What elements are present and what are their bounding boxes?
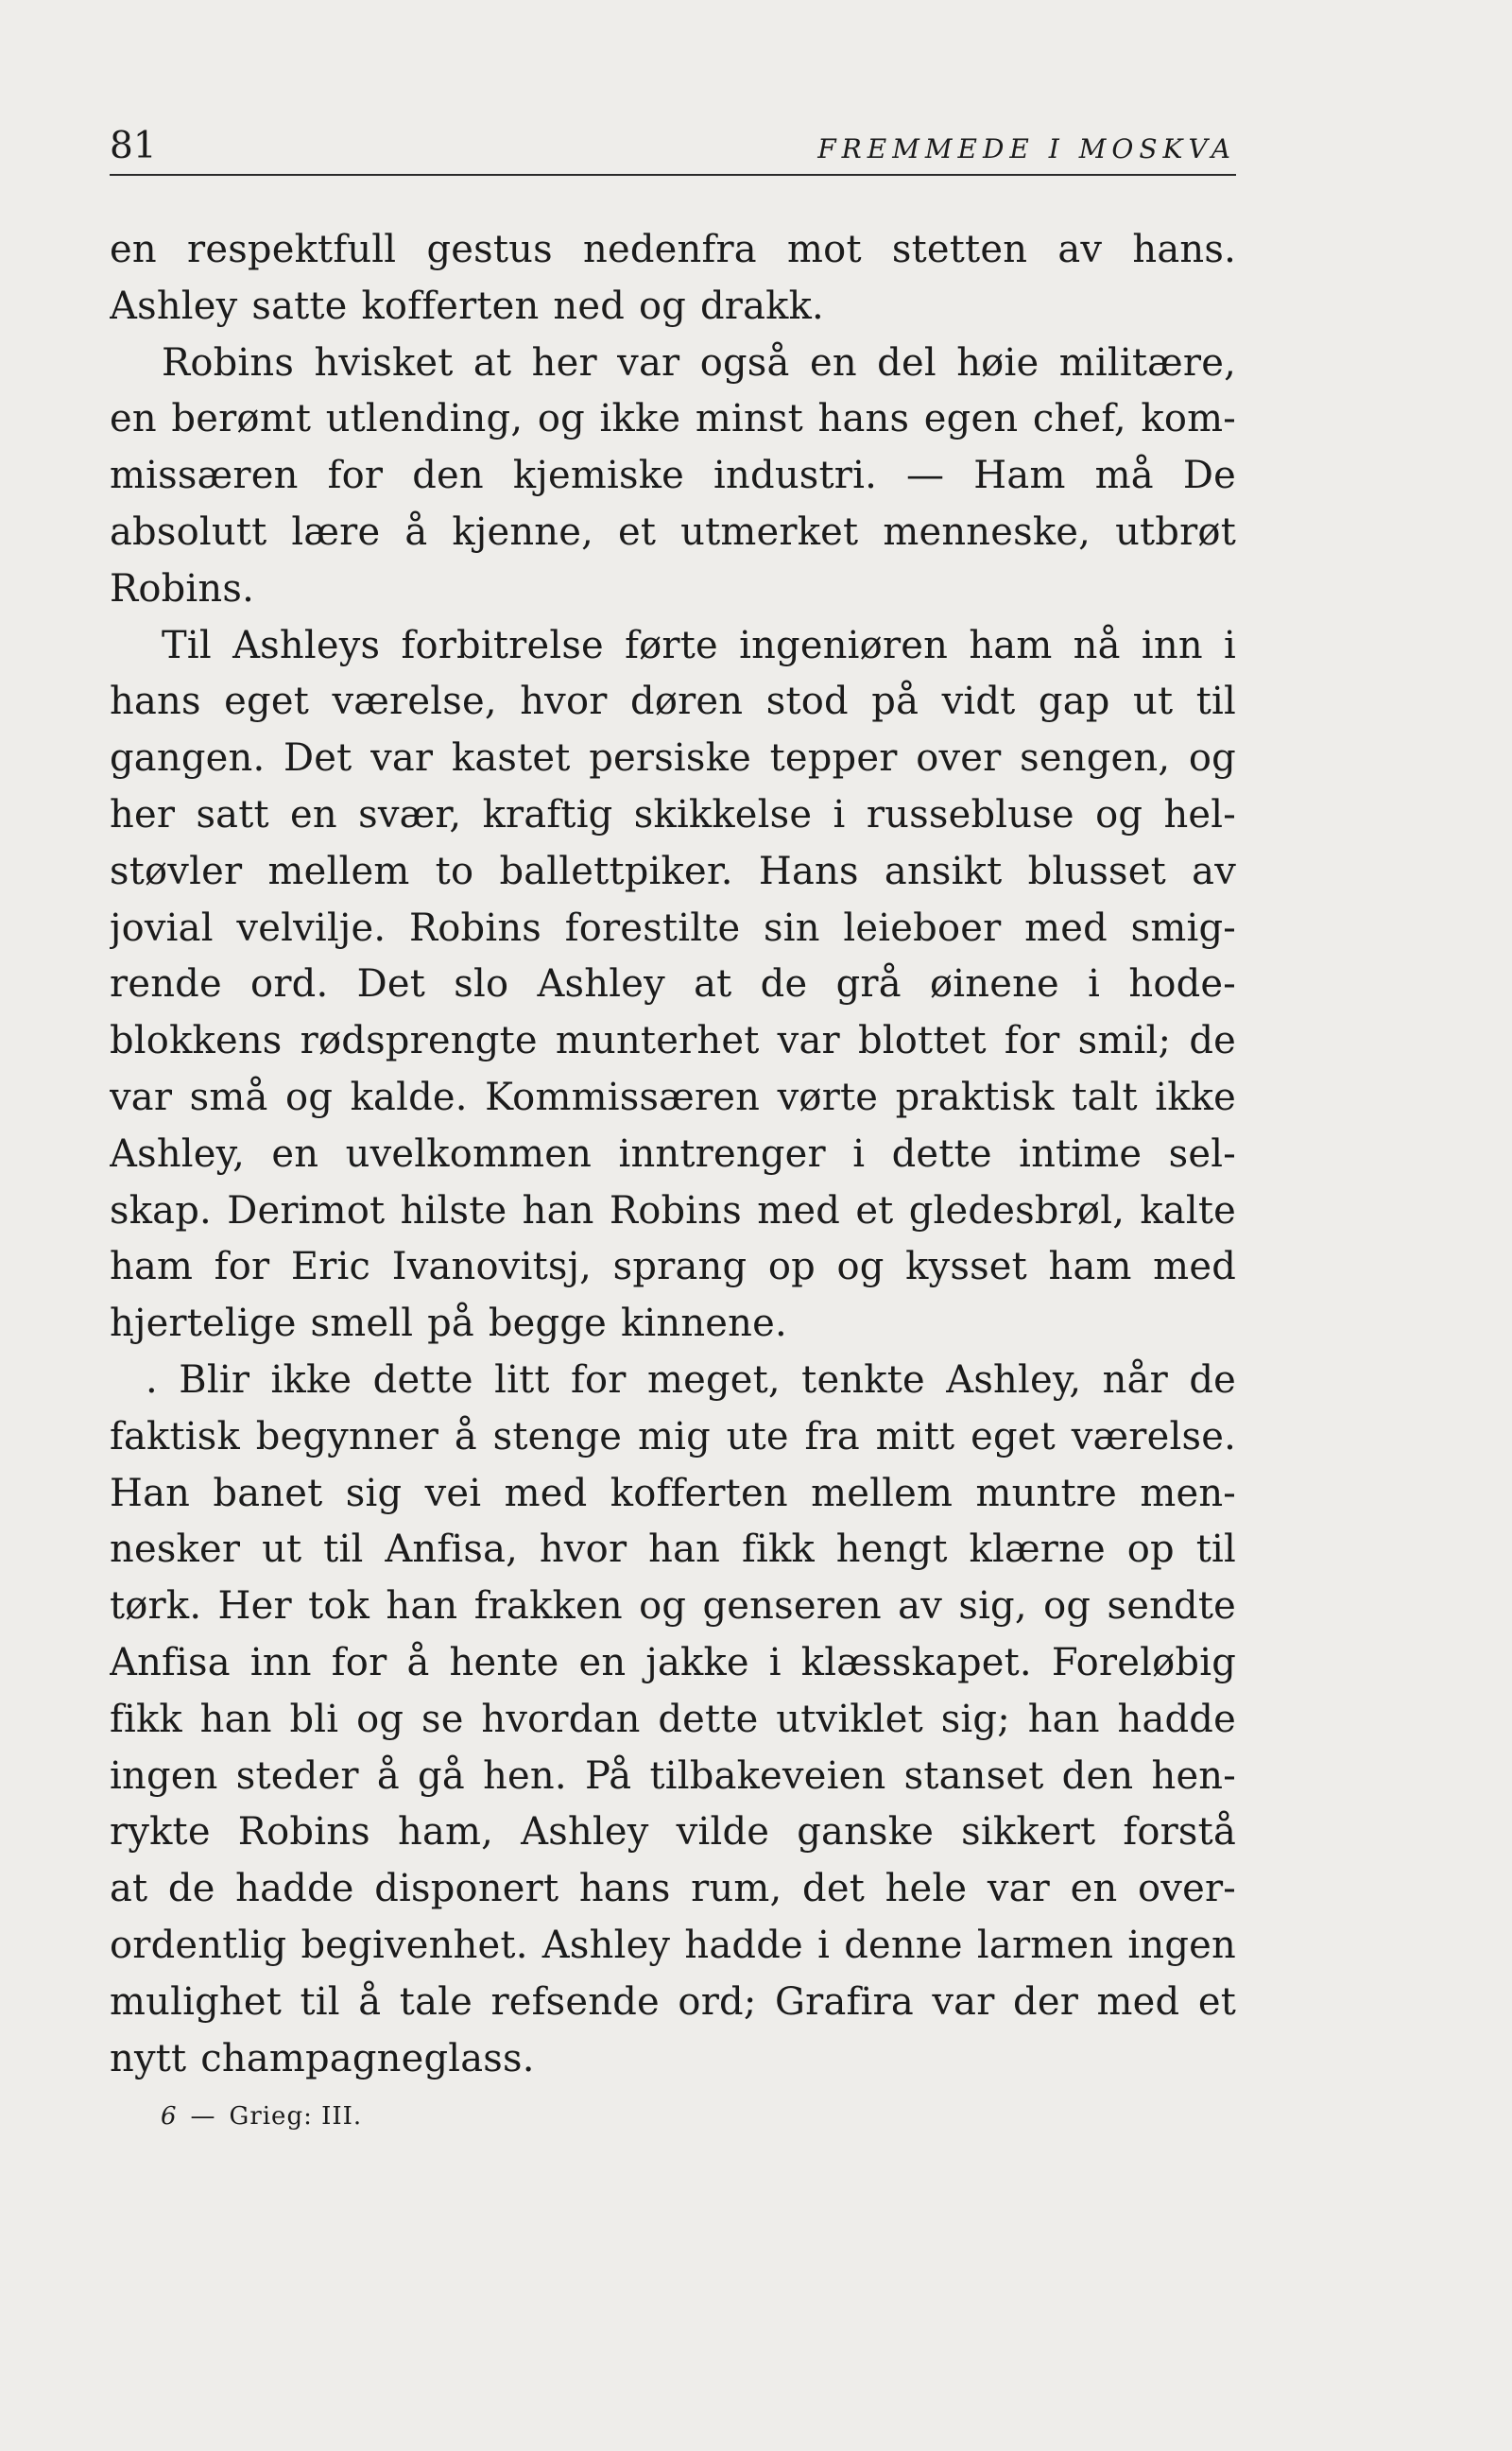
running-title: FREMMEDE I MOSKVA bbox=[817, 133, 1236, 164]
text-line: nytt champagneglass. bbox=[110, 2036, 535, 2080]
text-line: . Blir ikke dette litt for meget, tenkte Ashley, når de bbox=[146, 1357, 1236, 1402]
text-line: Robins hvisket at her var også en del høie militære, bbox=[162, 340, 1236, 385]
text-line: Anfisa inn for å hente en jakke i klæsskapet. Foreløbig bbox=[110, 1640, 1236, 1684]
text-line: tørk. Her tok han frakken og genseren av sig, og sendte bbox=[110, 1584, 1236, 1629]
text-line: Robins. bbox=[110, 566, 255, 611]
page-header bbox=[110, 112, 1236, 176]
text-line: missæren for den kjemiske industri. — Ham må De bbox=[110, 454, 1236, 498]
page-number: 81 bbox=[110, 125, 157, 167]
printer-signature bbox=[161, 2104, 362, 2129]
text-line: Han banet sig vei med kofferten mellem muntre men- bbox=[110, 1471, 1236, 1515]
text-line: støvler mellem to ballettpiker. Hans ansikt blusset av bbox=[110, 849, 1236, 893]
body-text bbox=[110, 222, 1236, 2087]
signature-number: 6 bbox=[161, 2102, 178, 2131]
text-line: gangen. Det var kastet persiske tepper over sengen, og bbox=[110, 736, 1236, 781]
text-line: hjertelige smell på begge kinnene. bbox=[110, 1302, 787, 1346]
signature-dash: — bbox=[190, 2102, 216, 2131]
text-line: en respektfull gestus nedenfra mot stetten av hans. bbox=[110, 228, 1236, 271]
text-line: at de hadde disponert hans rum, det hele var en over- bbox=[110, 1867, 1236, 1911]
text-line: ham for Eric Ivanovitsj, sprang op og kysset ham med bbox=[110, 1245, 1236, 1289]
signature-label: Grieg: III. bbox=[229, 2102, 363, 2131]
text-line: her satt en svær, kraftig skikkelse i russebluse og hel- bbox=[110, 792, 1236, 837]
text-line: blokkens rødsprengte munterhet var blottet for smil; de bbox=[110, 1019, 1236, 1063]
text-line: ordentlig begivenhet. Ashley hadde i denne larmen ingen bbox=[110, 1923, 1236, 1967]
text-line: Ashley satte kofferten ned og drakk. bbox=[110, 284, 824, 328]
text-line: hans eget værelse, hvor døren stod på vidt gap ut til bbox=[110, 680, 1236, 724]
text-line: jovial velvilje. Robins forestilte sin leieboer med smig- bbox=[110, 906, 1236, 950]
text-line: nesker ut til Anfisa, hvor han fikk hengt klærne op til bbox=[110, 1528, 1236, 1572]
text-line: mulighet til å tale refsende ord; Grafira var der med et bbox=[110, 1979, 1236, 2024]
text-line: skap. Derimot hilste han Robins med et gledesbrøl, kalte bbox=[110, 1188, 1236, 1233]
text-line: rende ord. Det slo Ashley at de grå øinene i hode- bbox=[110, 962, 1236, 1007]
text-line: fikk han bli og se hvordan dette utviklet sig; han hadde bbox=[110, 1697, 1236, 1741]
text-line: en berømt utlending, og ikke minst hans egen chef, kom- bbox=[110, 397, 1236, 441]
text-line: absolutt lære å kjenne, et utmerket menneske, utbrøt bbox=[110, 509, 1236, 554]
text-line: Ashley, en uvelkommen inntrenger i dette intime sel- bbox=[110, 1131, 1236, 1176]
text-line: rykte Robins ham, Ashley vilde ganske sikkert forstå bbox=[110, 1810, 1236, 1855]
text-line: faktisk begynner å stenge mig ute fra mitt eget værelse. bbox=[110, 1414, 1236, 1459]
text-line: var små og kalde. Kommissæren vørte praktisk talt ikke bbox=[110, 1075, 1236, 1119]
text-line: Til Ashleys forbitrelse førte ingeniøren ham nå inn i bbox=[162, 623, 1236, 667]
text-line: ingen steder å gå hen. På tilbakeveien stanset den hen- bbox=[110, 1753, 1236, 1798]
